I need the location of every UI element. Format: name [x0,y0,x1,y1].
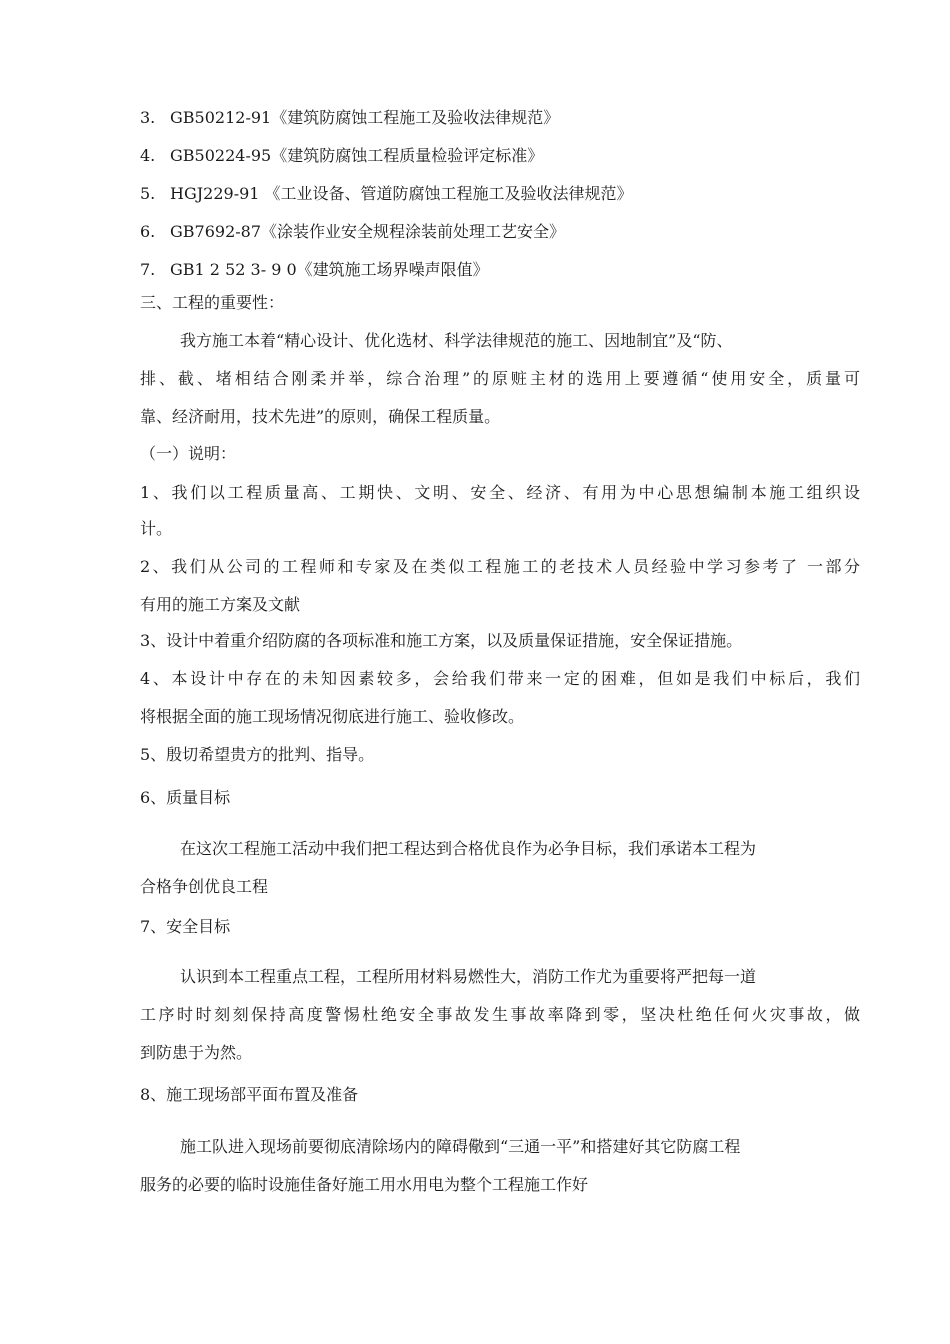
site-heading: 8、施工现场部平面布置及准备 [140,1085,359,1104]
note-item-continued: 将根据全面的施工现场情况彻底进行施工、验收修改。 [140,707,525,726]
reference-number: 3. [140,108,156,127]
paragraph-line: 工序时时刻刻保持高度警惕杜绝安全事故发生事故率降到零，坚决杜绝任何火灾事故，做 [140,1005,860,1024]
notes-heading: （一）说明： [140,444,237,463]
note-item-continued: 有用的施工方案及文献 [140,595,301,614]
reference-number: 6. [140,222,156,241]
paragraph-line: 靠、经济耐用，技术先进”的原则，确保工程质量。 [140,407,501,426]
reference-text: HGJ229-91 《工业设备、管道防腐蚀工程施工及验收法律规范》 [170,184,633,203]
note-item: 4、本设计中存在的未知因素较多，会给我们带来一定的困难，但如是我们中标后，我们 [140,669,860,688]
paragraph-line: 合格争创优良工程 [140,877,269,896]
reference-text: GB50212-91《建筑防腐蚀工程施工及验收法律规范》 [170,108,560,127]
note-item: 1、我们以工程质量高、工期快、文明、安全、经济、有用为中心思想编制本施工组织设 [140,483,860,502]
reference-item [140,183,860,205]
safety-heading: 7、安全目标 [140,917,231,936]
reference-text: GB7692-87《涂装作业安全规程涂装前处理工艺安全》 [170,222,566,241]
reference-item [140,221,860,243]
note-item-continued: 计。 [140,519,173,538]
reference-number: 5. [140,184,156,203]
note-item: 3、设计中着重介绍防腐的各项标准和施工方案，以及质量保证措施，安全保证措施。 [140,631,743,650]
reference-item [140,259,860,281]
reference-number: 4. [140,146,156,165]
quality-heading: 6、质量目标 [140,788,231,807]
note-item: 5、殷切希望贵方的批判、指导。 [140,745,375,764]
paragraph-line: 在这次工程施工活动中我们把工程达到合格优良作为必争目标，我们承诺本工程为 [180,839,757,858]
paragraph-line: 我方施工本着“精心设计、优化选材、科学法律规范的施工、因地制宜”及“防、 [180,331,733,350]
note-item: 2、我们从公司的工程师和专家及在类似工程施工的老技术人员经验中学习参考了 一部分 [140,557,860,576]
paragraph-line: 排、截、堵相结合刚柔并举，综合治理”的原赃主材的选用上要遵循“使用安全，质量可 [140,369,860,388]
reference-item [140,145,860,167]
reference-text: GB1 2 52 3- 9 0《建筑施工场界噪声限值》 [170,260,489,279]
paragraph-line: 到防患于为然。 [140,1043,253,1062]
paragraph-line: 认识到本工程重点工程，工程所用材料易燃性大，消防工作尤为重要将严把每一道 [180,967,757,986]
reference-number: 7. [140,260,156,279]
paragraph-line: 施工队进入现场前要彻底清除场内的障碍儆到“三通一平”和搭建好其它防腐工程 [180,1137,741,1156]
paragraph-line: 服务的必要的临时设施佳备好施工用水用电为整个工程施工作好 [140,1175,589,1194]
reference-item [140,107,860,129]
section-heading: 三、工程的重要性： [140,293,285,312]
reference-text: GB50224-95《建筑防腐蚀工程质量检验评定标准》 [170,146,544,165]
